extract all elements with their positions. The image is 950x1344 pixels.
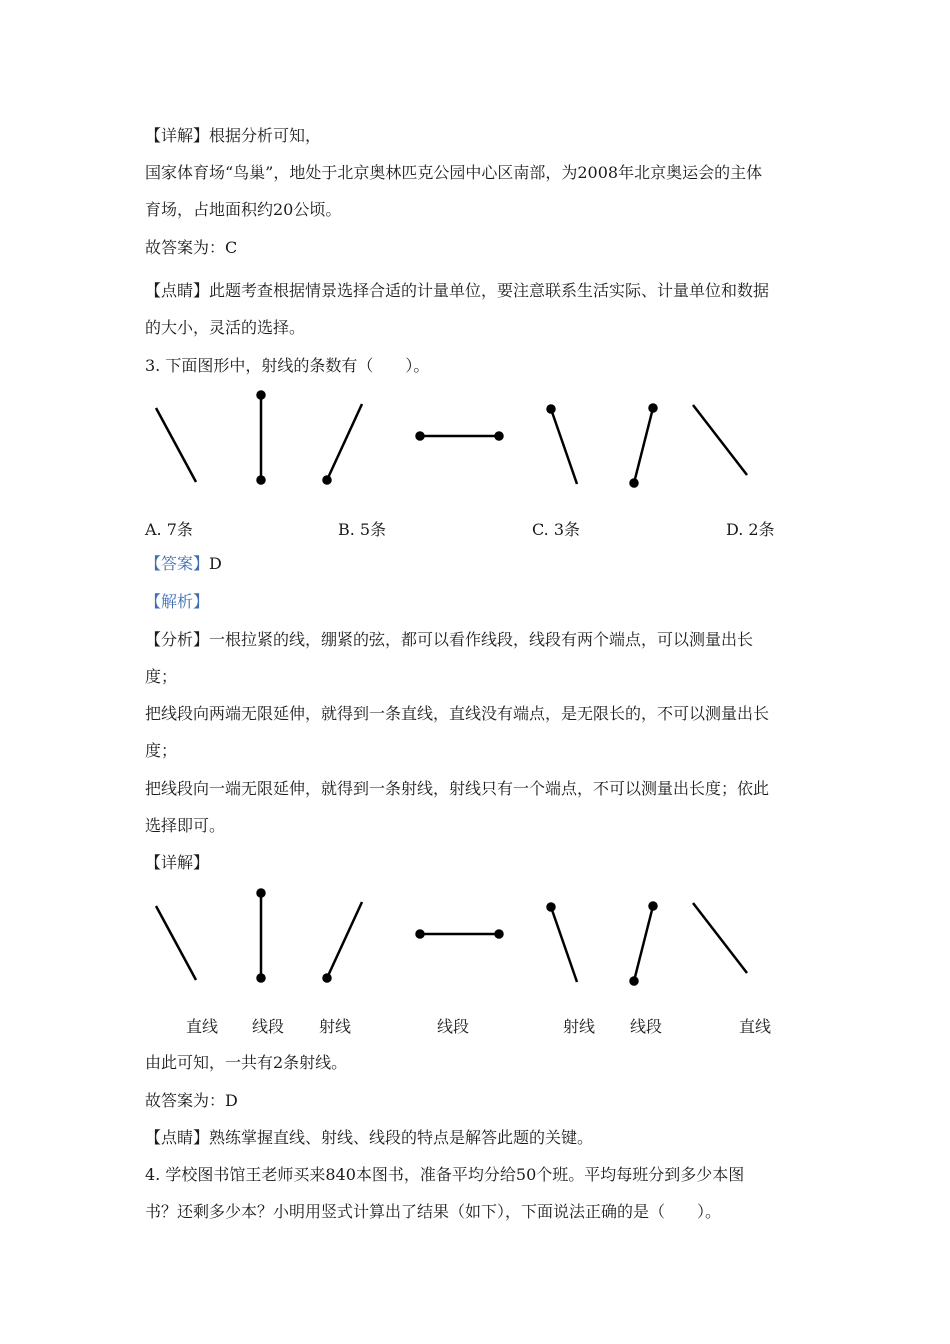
fig2-endpoint bbox=[324, 975, 331, 982]
figure-label-2: 线段 bbox=[252, 1017, 285, 1036]
figure-label-7: 直线 bbox=[739, 1017, 772, 1036]
figure-label-5: 射线 bbox=[563, 1017, 596, 1036]
comment-text-1: 【点睛】此题考查根据情景选择合适的计量单位，要注意联系生活实际、计量单位和数据 bbox=[145, 281, 770, 300]
detail-tag: 【详解】 bbox=[145, 853, 210, 872]
answer-value: D bbox=[209, 554, 222, 573]
fig2-endpoint bbox=[496, 931, 503, 938]
fig2-segment-6 bbox=[634, 906, 653, 981]
final-answer: 故答案为：D bbox=[145, 1091, 238, 1110]
analysis-tag: 【解析】 bbox=[145, 592, 210, 611]
fig1-line-1 bbox=[156, 408, 196, 482]
analysis-text-4: 度； bbox=[145, 741, 178, 760]
fig1-line-7 bbox=[693, 405, 747, 475]
fig2-endpoint bbox=[650, 903, 657, 910]
figure-label-4: 线段 bbox=[437, 1017, 470, 1036]
lines-figure-answer bbox=[0, 878, 950, 998]
fig1-endpoint bbox=[417, 433, 424, 440]
fig1-ray-5 bbox=[551, 409, 577, 484]
answer-tag: 【答案】 bbox=[145, 554, 210, 573]
comment-text: 【点睛】熟练掌握直线、射线、线段的特点是解答此题的关键。 bbox=[145, 1128, 594, 1147]
fig2-endpoint bbox=[631, 978, 638, 985]
fig1-endpoint bbox=[496, 433, 503, 440]
analysis-text-1: 【分析】一根拉紧的线，绷紧的弦，都可以看作线段，线段有两个端点，可以测量出长 bbox=[145, 630, 754, 649]
answer-line-prev: 故答案为：C bbox=[145, 238, 238, 257]
option-b[interactable]: B. 5条 bbox=[338, 520, 387, 539]
fig2-endpoint bbox=[258, 975, 265, 982]
detail-text-1: 国家体育场“鸟巢”，地处于北京奥林匹克公园中心区南部，为2008年北京奥运会的主体 bbox=[145, 163, 763, 182]
option-d[interactable]: D. 2条 bbox=[726, 520, 775, 539]
figure-label-3: 射线 bbox=[319, 1017, 352, 1036]
question-3: 3. 下面图形中，射线的条数有（ ）。 bbox=[145, 356, 430, 375]
fig1-endpoint bbox=[631, 480, 638, 487]
analysis-text-2: 度； bbox=[145, 667, 178, 686]
fig2-endpoint bbox=[417, 931, 424, 938]
lines-figure-question bbox=[0, 380, 950, 500]
comment-text-2: 的大小，灵活的选择。 bbox=[145, 318, 306, 337]
detail-text-2: 育场，占地面积约20公顷。 bbox=[145, 200, 342, 219]
fig1-segment-6 bbox=[634, 408, 653, 483]
analysis-text-3: 把线段向两端无限延伸，就得到一条直线，直线没有端点，是无限长的，不可以测量出长 bbox=[145, 704, 770, 723]
question-4-line-1: 4. 学校图书馆王老师买来840本图书，准备平均分给50个班。平均每班分到多少本图 bbox=[145, 1165, 745, 1184]
question-4-line-2: 书？还剩多少本？小明用竖式计算出了结果（如下），下面说法正确的是（ ）。 bbox=[145, 1202, 722, 1221]
figure-label-1: 直线 bbox=[186, 1017, 219, 1036]
fig2-line-7 bbox=[693, 903, 747, 973]
conclusion-text: 由此可知，一共有2条射线。 bbox=[145, 1053, 348, 1072]
option-c[interactable]: C. 3条 bbox=[532, 520, 581, 539]
analysis-text-6: 选择即可。 bbox=[145, 816, 226, 835]
fig1-endpoint bbox=[650, 405, 657, 412]
fig2-endpoint bbox=[548, 904, 555, 911]
detail-intro: 【详解】根据分析可知， bbox=[145, 126, 322, 145]
fig2-ray-3 bbox=[327, 902, 362, 978]
fig1-endpoint bbox=[258, 477, 265, 484]
answer-row bbox=[145, 554, 222, 574]
fig1-endpoint bbox=[324, 477, 331, 484]
fig2-endpoint bbox=[258, 890, 265, 897]
analysis-text-5: 把线段向一端无限延伸，就得到一条射线，射线只有一个端点，不可以测量出长度；依此 bbox=[145, 779, 770, 798]
fig2-line-1 bbox=[156, 906, 196, 980]
fig1-ray-3 bbox=[327, 404, 362, 480]
fig1-endpoint bbox=[258, 392, 265, 399]
option-a[interactable]: A. 7条 bbox=[145, 520, 193, 539]
fig2-ray-5 bbox=[551, 907, 577, 982]
fig1-endpoint bbox=[548, 406, 555, 413]
figure-label-6: 线段 bbox=[630, 1017, 663, 1036]
